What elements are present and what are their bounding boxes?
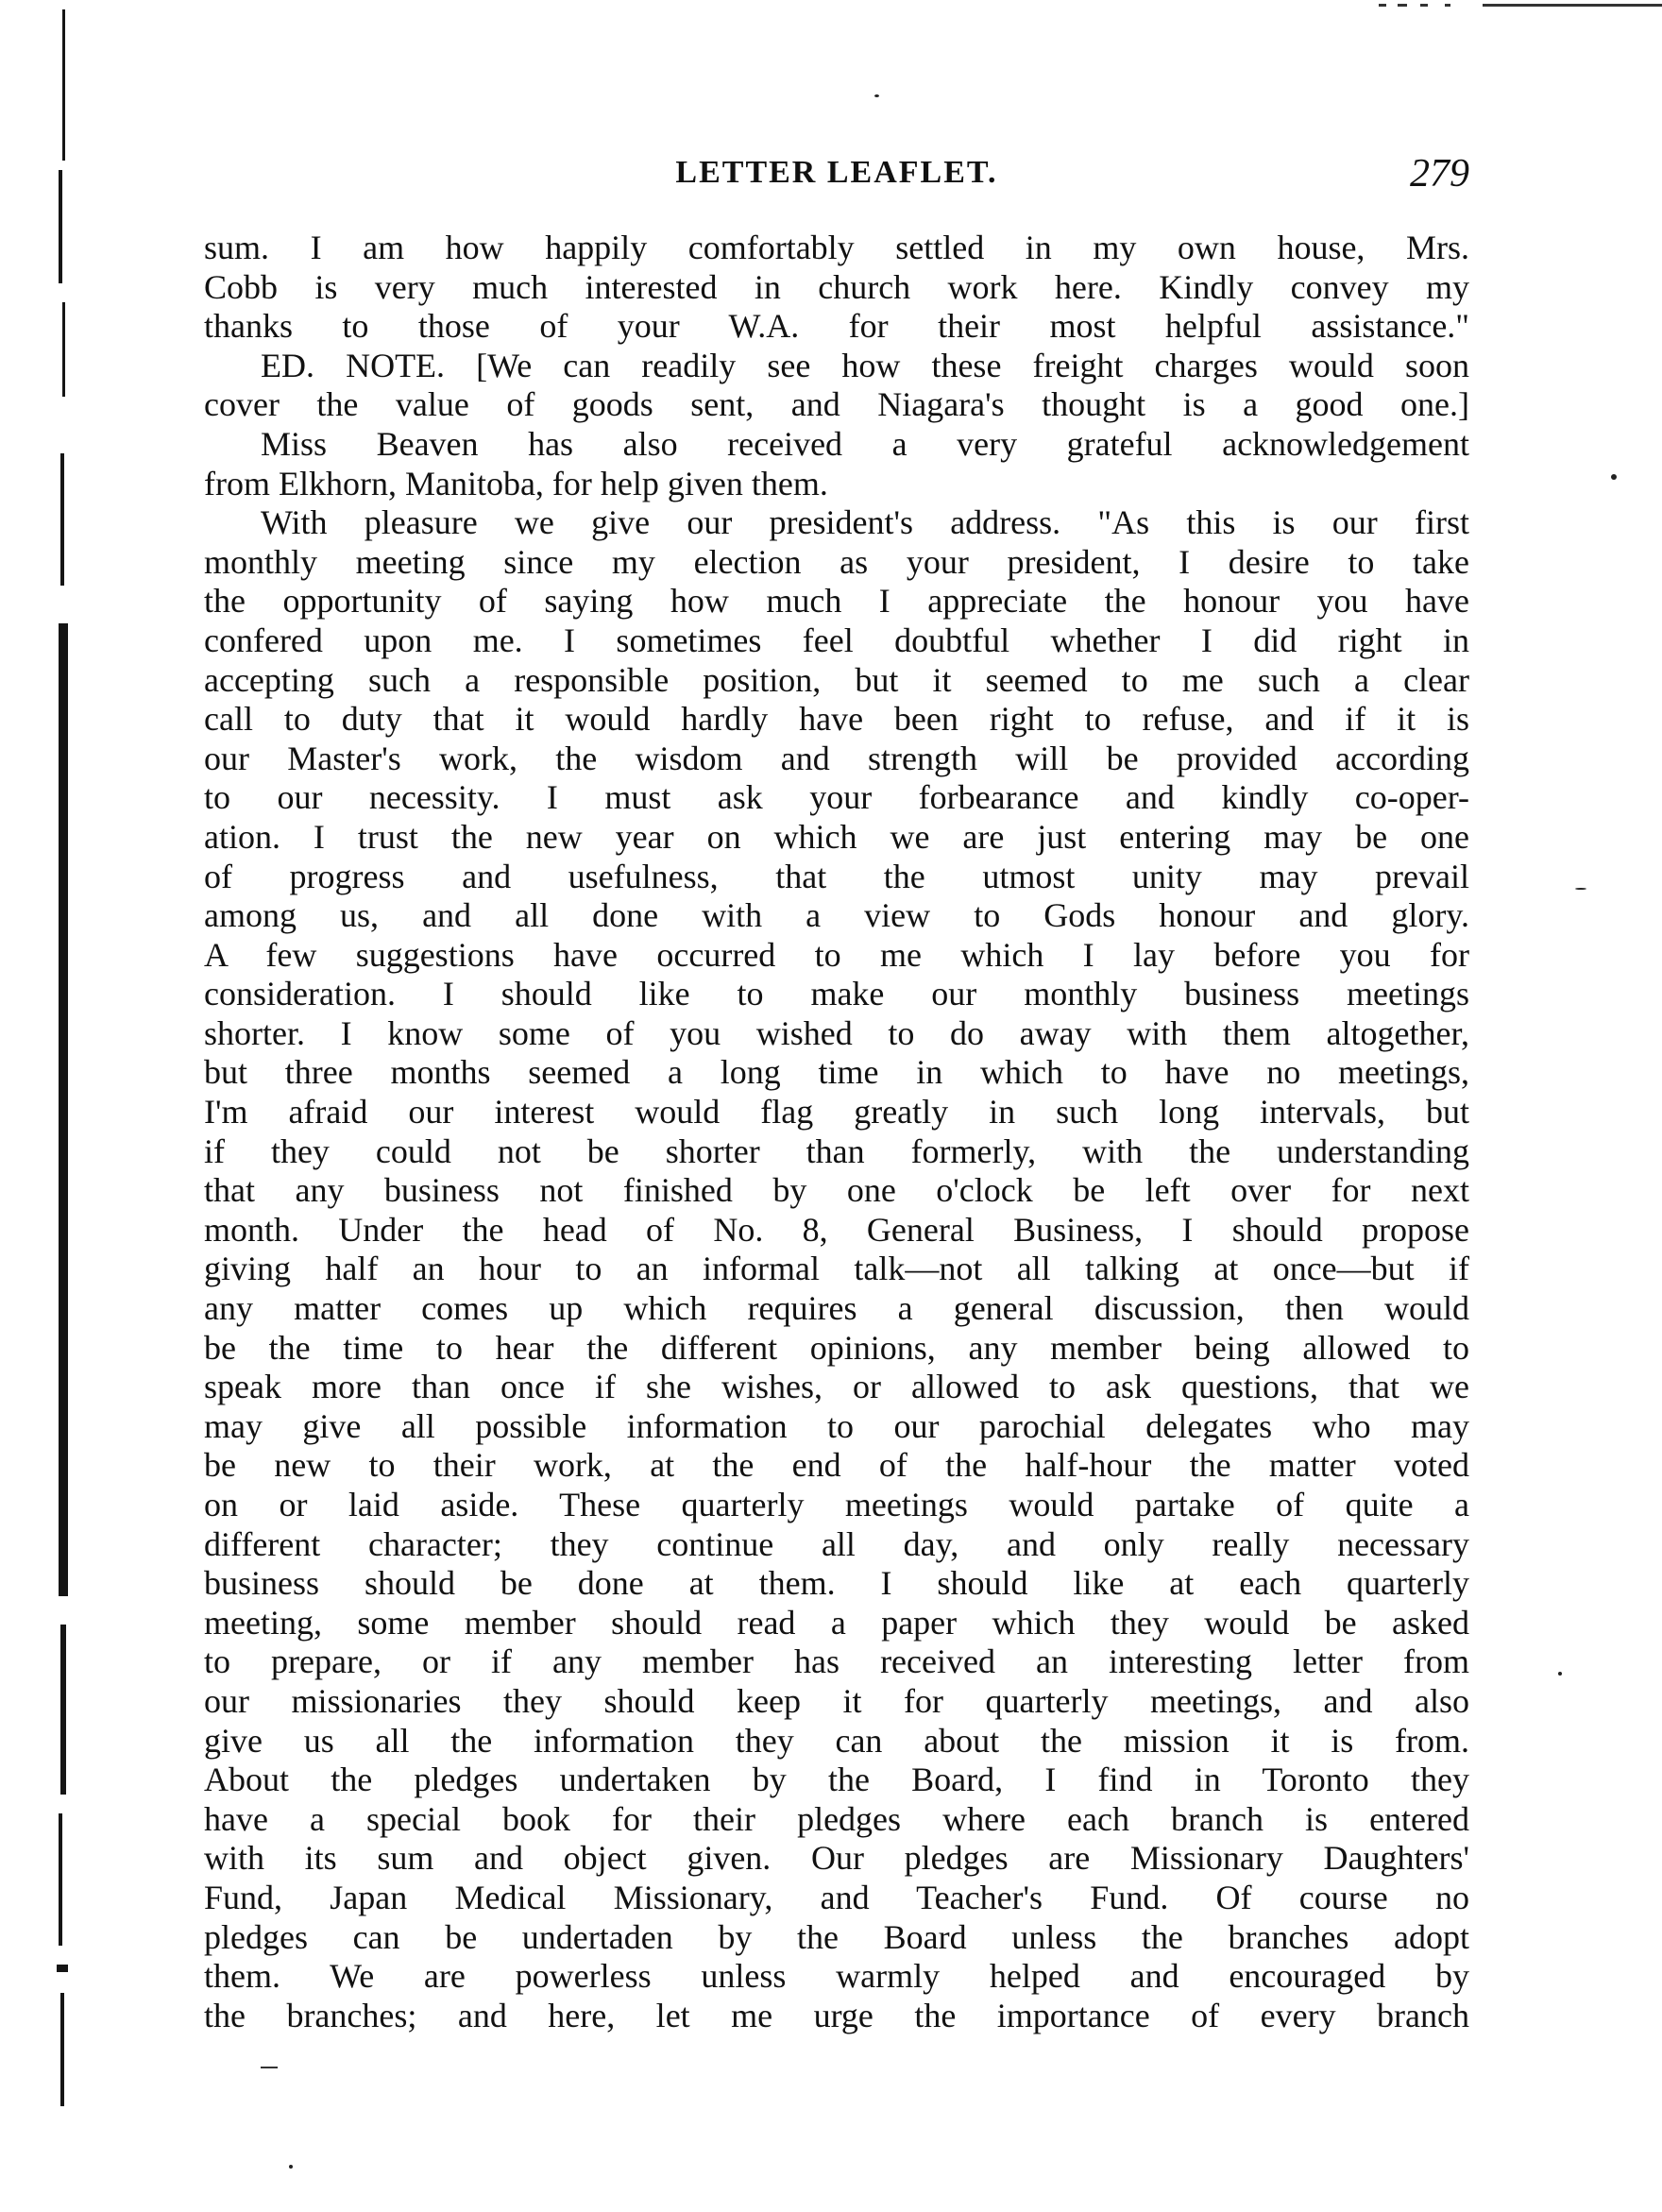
text-line: that any business not finished by one o'clock be left over for next — [204, 1171, 1469, 1210]
text-line: have a special book for their pledges where each branch is entered — [204, 1799, 1469, 1838]
margin-speck — [289, 2165, 293, 2169]
text-line: thanks to those of your W.A. for their most helpful assistance." — [204, 307, 1469, 346]
text-line: but three months seemed a long time in which to have no meetings, — [204, 1053, 1469, 1092]
text-line: confered upon me. I sometimes feel doubtful whether I did right in — [204, 621, 1469, 659]
text-line: our missionaries they should keep it for quarterly meetings, and also — [204, 1681, 1469, 1720]
text-line: consideration. I should like to make our monthly business meetings — [204, 975, 1469, 1013]
margin-speck — [874, 94, 879, 97]
text-line: our Master's work, the wisdom and strength will be provided according — [204, 739, 1469, 777]
text-line: A few suggestions have occurred to me which I lay before you for — [204, 935, 1469, 974]
text-line: of progress and usefulness, that the utmost unity may prevail — [204, 857, 1469, 895]
page-number: 279 — [1410, 152, 1469, 196]
text-line: accepting such a responsible position, but it seemed to me such a clear — [204, 660, 1469, 699]
text-line: them. We are powerless unless warmly helped and encouraged by — [204, 1957, 1469, 1996]
text-line: shorter. I know some of you wished to do away with them altogether, — [204, 1013, 1469, 1052]
text-line: the branches; and here, let me urge the importance of every branch — [204, 1996, 1469, 2034]
text-line: to prepare, or if any member has received an interesting letter from — [204, 1642, 1469, 1681]
margin-speck — [1575, 888, 1586, 890]
text-line: About the pledges undertaken by the Board, I find in Toronto they — [204, 1761, 1469, 1799]
text-line: among us, and all done with a view to Gods honour and glory. — [204, 896, 1469, 935]
text-line: give us all the information they can about the mission it is from. — [204, 1721, 1469, 1760]
margin-speck — [1558, 1672, 1562, 1676]
text-line: from Elkhorn, Manitoba, for help given them. — [204, 464, 828, 502]
text-line: to our necessity. I must ask your forbearance and kindly co-oper- — [204, 778, 1469, 817]
text-line: be the time to hear the different opinions, any member being allowed to — [204, 1328, 1469, 1367]
text-line: I'm afraid our interest would flag greatly in such long intervals, but — [204, 1093, 1469, 1132]
text-line: the opportunity of saying how much I appreciate the honour you have — [204, 582, 1469, 621]
text-line: any matter comes up which requires a general discussion, then would — [204, 1289, 1469, 1328]
top-edge-marks — [1379, 4, 1662, 13]
text-line: call to duty that it would hardly have been right to refuse, and if it is — [204, 700, 1469, 739]
text-line: With pleasure we give our president's address. "As this is our first — [261, 503, 1469, 542]
text-line: business should be done at them. I should like at each quarterly — [204, 1564, 1469, 1603]
text-line: Cobb is very much interested in church work here. Kindly convey my — [204, 267, 1469, 306]
text-line: sum. I am how happily comfortably settled in my own house, Mrs. — [204, 229, 1469, 266]
text-line: cover the value of goods sent, and Niagara's thought is a good one.] — [204, 385, 1469, 424]
page-binding-edge — [57, 0, 74, 2212]
text-line: speak more than once if she wishes, or allowed to ask questions, that we — [204, 1368, 1469, 1406]
text-line: Miss Beaven has also received a very grateful acknowledgement — [261, 424, 1469, 463]
margin-speck — [1611, 474, 1617, 480]
text-line: be new to their work, at the end of the half-hour the matter voted — [204, 1446, 1469, 1485]
text-line: with its sum and object given. Our pledges are Missionary Daughters' — [204, 1839, 1469, 1878]
text-line: monthly meeting since my election as your president, I desire to take — [204, 542, 1469, 581]
text-line: on or laid aside. These quarterly meetings would partake of quite a — [204, 1486, 1469, 1523]
text-line: different character; they continue all day, and only really necessary — [204, 1524, 1469, 1563]
text-line: Fund, Japan Medical Missionary, and Teacher's Fund. Of course no — [204, 1878, 1469, 1916]
text-line: if they could not be shorter than formerly, with the understanding — [204, 1132, 1469, 1170]
text-line: pledges can be undertaden by the Board unless the branches adopt — [204, 1917, 1469, 1956]
text-line: meeting, some member should read a paper which they would be asked — [204, 1603, 1469, 1642]
page-header — [204, 151, 1469, 208]
text-line: ED. NOTE. [We can readily see how these freight charges would soon — [261, 346, 1469, 384]
text-line: may give all possible information to our parochial delegates who may — [204, 1406, 1469, 1445]
text-line: ation. I trust the new year on which we are just entering may be one — [204, 817, 1469, 856]
text-line: month. Under the head of No. 8, General Business, I should propose — [204, 1210, 1469, 1249]
running-title: LETTER LEAFLET. — [675, 155, 998, 190]
body-text — [204, 229, 1469, 2035]
text-line: giving half an hour to an informal talk—not all talking at once—but if — [204, 1250, 1469, 1288]
footer-dash — [261, 2067, 278, 2068]
